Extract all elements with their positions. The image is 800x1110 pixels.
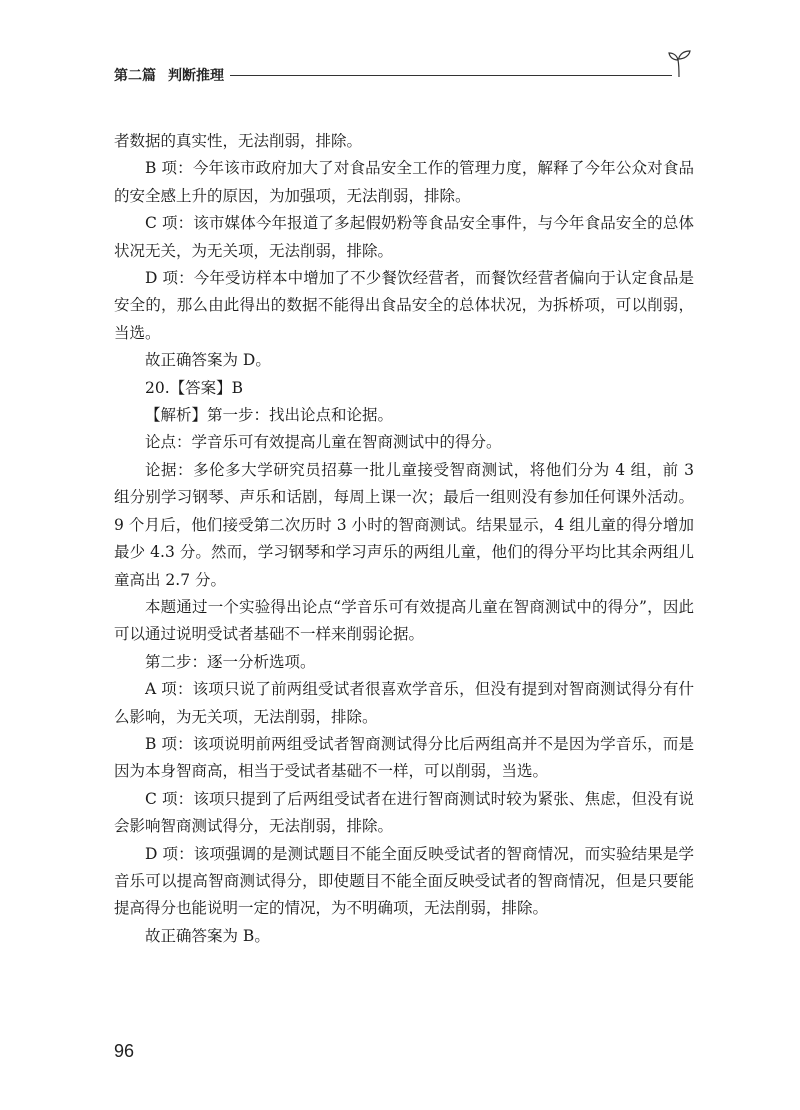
paragraph: B 项：今年该市政府加大了对食品安全工作的管理力度，解释了今年公众对食品的安全感上升的原因，为加强项，无法削弱，排除。	[114, 159, 694, 205]
header-rule	[230, 75, 672, 76]
analysis-heading: 【解析】第一步：找出论点和论据。	[145, 406, 394, 425]
header-title	[114, 65, 236, 85]
paragraph: D 项：该项强调的是测试题目不能全面反映受试者的智商情况，而实验结果是学音乐可以提高智商测试得分，即使题目不能全面反映受试者的智商情况，但是只要能提高得分也能说明一定的情况，为不明确项，无法削弱，排除。	[114, 844, 694, 918]
paragraph: C 项：该项只提到了后两组受试者在进行智商测试时较为紧张、焦虑，但没有说会影响智商测试得分，无法削弱，排除。	[114, 789, 694, 836]
answer-heading: 20.【答案】B	[145, 378, 244, 397]
paragraph: D 项：今年受访样本中增加了不少餐饮经营者，而餐饮经营者偏向于认定食品是安全的，那么由此得出的数据不能得出食品安全的总体状况，为拆桥项，可以削弱，当选。	[114, 269, 694, 342]
running-header	[114, 62, 694, 86]
paragraph: 论点：学音乐可有效提高儿童在智商测试中的得分。	[145, 433, 502, 452]
header-part: 第二篇	[114, 68, 156, 84]
paragraph: C 项：该市媒体今年报道了多起假奶粉等食品安全事件，与今年食品安全的总体状况无关，为无关项，无法削弱，排除。	[114, 214, 694, 260]
paragraph: 第二步：逐一分析选项。	[145, 652, 316, 671]
paragraph: 本题通过一个实验得出论点“学音乐可有效提高儿童在智商测试中的得分”，因此可以通过说明受试者基础不一样来削弱论据。	[114, 597, 694, 644]
paragraph: 故正确答案为 D。	[145, 351, 271, 370]
sprout-icon	[664, 48, 694, 78]
paragraph: B 项：该项说明前两组受试者智商测试得分比后两组高并不是因为学音乐，而是因为本身智商高，相当于受试者基础不一样，可以削弱，当选。	[114, 734, 694, 781]
paragraph: 论据：多伦多大学研究员招募一批儿童接受智商测试，将他们分为 4 组，前 3 组分别学习钢琴、声乐和话剧，每周上课一次；最后一组则没有参加任何课外活动。9 个月后，他们接受第二次历时 3 小时的智商测试。结果显示，4 组儿童的得分增加最少 4.3 分。然而，学习钢琴和学习声乐的两组儿童，他们的得分平均比其余两组儿童高出 2.7 分。	[114, 460, 694, 589]
paragraph: 者数据的真实性，无法削弱，排除。	[114, 132, 363, 150]
page-number: 96	[114, 1041, 135, 1061]
paragraph: A 项：该项只说了前两组受试者很喜欢学音乐，但没有提到对智商测试得分有什么影响，为无关项，无法削弱，排除。	[114, 680, 694, 726]
page-body	[114, 128, 694, 950]
header-section: 判断推理	[168, 68, 224, 84]
paragraph: 故正确答案为 B。	[145, 926, 270, 945]
